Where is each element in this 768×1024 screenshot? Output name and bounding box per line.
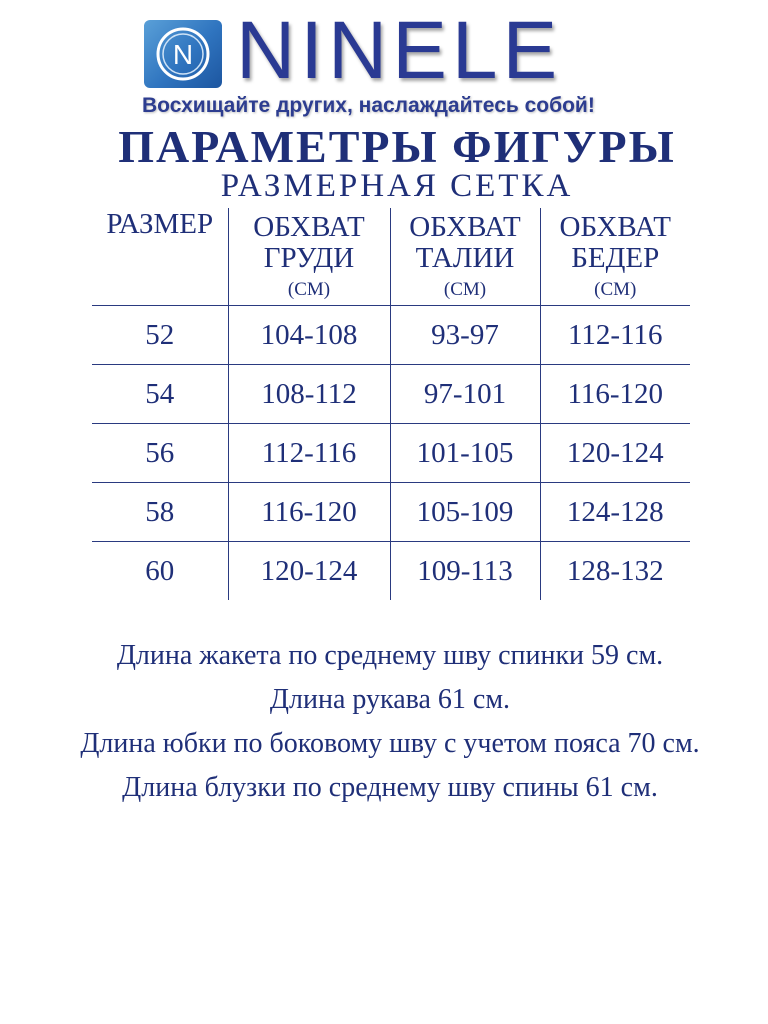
- brand-logo-icon: [144, 20, 222, 88]
- cell-hips: 120-124: [540, 424, 690, 483]
- header-waist-line1: ОБХВАТ: [409, 211, 521, 243]
- cell-waist: 105-109: [390, 483, 540, 542]
- header-hips-unit: (СМ): [594, 279, 637, 300]
- logo-emblem-icon: [144, 20, 222, 88]
- header-chest-line2: ГРУДИ: [263, 242, 355, 274]
- header-waist-line2: ТАЛИИ: [415, 242, 515, 274]
- cell-waist: 109-113: [390, 542, 540, 601]
- cell-size: 60: [145, 554, 175, 587]
- cell-chest: 116-120: [228, 483, 390, 542]
- header-waist: [390, 208, 540, 306]
- note-jacket-length: Длина жакета по среднему шву спинки 59 см.: [116, 640, 664, 671]
- table-row: [92, 483, 690, 542]
- brand-name: NINELE: [236, 5, 563, 96]
- table-row: [92, 424, 690, 483]
- page-title: ПАРАМЕТРЫ ФИГУРЫ: [118, 121, 676, 172]
- cell-chest: 112-116: [228, 424, 390, 483]
- brand-slogan: Восхищайте других, наслаждайтесь собой!: [142, 94, 595, 117]
- cell-chest: 108-112: [228, 365, 390, 424]
- cell-size: 52: [92, 306, 228, 365]
- header-hips: [540, 208, 690, 306]
- cell-hips: 116-120: [540, 365, 690, 424]
- cell-hips: 112-116: [540, 306, 690, 365]
- header-chest-line1: ОБХВАТ: [253, 211, 365, 243]
- table-row: [92, 365, 690, 424]
- cell-hips: 128-132: [540, 542, 690, 601]
- header-chest: [228, 208, 390, 306]
- header-size-label: РАЗМЕР: [106, 208, 214, 240]
- cell-chest: 104-108: [228, 306, 390, 365]
- cell-hips: 124-128: [540, 483, 690, 542]
- header-waist-unit: (СМ): [443, 279, 487, 300]
- cell-chest: 120-124: [228, 542, 390, 601]
- header-chest-unit: (СМ): [287, 279, 331, 300]
- table-row: [92, 542, 690, 601]
- header-hips-line2: БЕДЕР: [571, 242, 660, 274]
- cell-waist: 101-105: [390, 424, 540, 483]
- size-chart-table: [92, 208, 690, 600]
- cell-size: 58: [92, 483, 228, 542]
- logo-letter: N: [172, 39, 194, 70]
- header-size: [92, 208, 228, 306]
- table-row: [92, 306, 690, 365]
- note-sleeve-length: Длина рукава 61 см.: [269, 684, 511, 715]
- cell-waist: 97-101: [390, 365, 540, 424]
- page-subtitle: РАЗМЕРНАЯ СЕТКА: [220, 168, 574, 204]
- cell-size: 54: [92, 365, 228, 424]
- cell-size: 56: [92, 424, 228, 483]
- cell-waist: 93-97: [390, 306, 540, 365]
- header-hips-line1: ОБХВАТ: [559, 211, 671, 243]
- note-skirt-length: Длина юбки по боковому шву с учетом пояса 70 см.: [80, 728, 700, 759]
- garment-notes: [40, 638, 740, 814]
- note-blouse-length: Длина блузки по среднему шву спины 61 см.: [122, 772, 658, 803]
- table-header-row: [92, 208, 690, 306]
- brand-header: [0, 0, 768, 130]
